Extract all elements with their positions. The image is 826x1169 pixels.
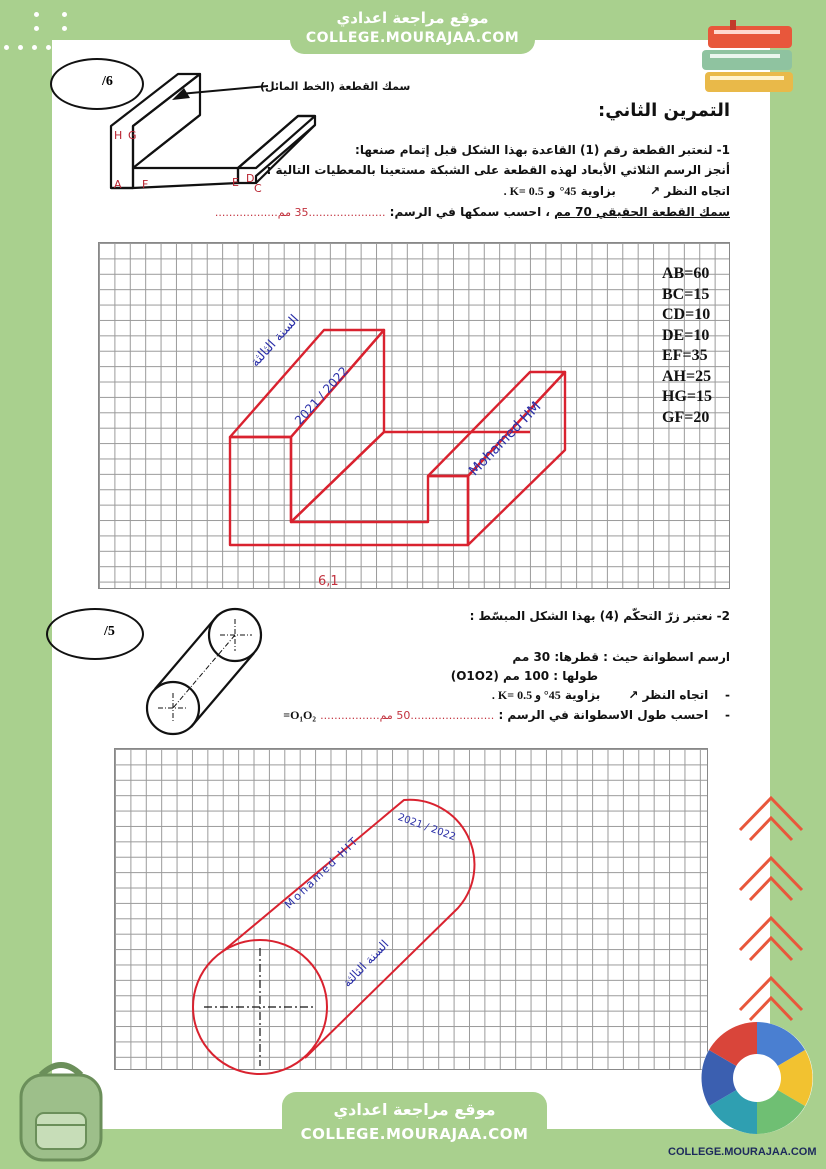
real-thickness: سمك القطعة الحقيقي 70 مم [554, 205, 730, 219]
bullet-dash: - [712, 688, 730, 702]
dimension-item: AB=60 [662, 265, 710, 282]
part2-line3: طولها : 100 مم (O1O2) [450, 669, 598, 683]
logo-caption: COLLEGE.MOURAJAA.COM [668, 1146, 817, 1158]
books-icon [700, 14, 800, 104]
view-direction-arrow-icon: ↗ [628, 688, 639, 702]
thickness-label: سمك القطعة (الخط المائل) [260, 80, 411, 93]
part2-handwritten-year-label: السنة الثالثة [340, 937, 392, 990]
reference-cylinder-drawing [140, 605, 270, 745]
dimension-item: EF=35 [662, 347, 708, 364]
part2-line1: 2- نعتبر زرّ التحكّم (4) بهذا الشكل المبسّط : [469, 609, 730, 623]
part2-dotted-answer: ........................50 مم................. [320, 709, 495, 722]
corner-label-d: D [246, 172, 255, 185]
o1o2-label: O₁O₂= [283, 708, 316, 722]
corner-label-c: C [254, 182, 262, 195]
corner-label-e: E [232, 176, 239, 189]
bullet-dash: - [712, 708, 730, 722]
corner-label-f: F [142, 178, 149, 191]
direction-text: اتجاه النظر [664, 184, 730, 198]
angle-text: بزاوية [580, 184, 616, 198]
part2-cylinder-drawing [114, 748, 706, 1068]
part1-isometric-drawing [98, 242, 728, 587]
site-logo-icon [694, 1020, 820, 1140]
top-banner [290, 8, 535, 54]
corner-label-g: G [128, 129, 137, 142]
part1-line1: 1- لنعتبر القطعة رقم (1) القاعدة بهذا الشكل قبل إتمام صنعها: [355, 143, 730, 157]
part2-bullet2-text: احسب طول الاسطوانة في الرسم : [498, 708, 709, 722]
thickness-arrow [170, 78, 270, 108]
corner-label-h: H [114, 129, 123, 142]
part2-bullet2 [283, 708, 730, 723]
part1-thickness-line [215, 205, 730, 219]
part2-line2: ارسم اسطوانة حيث : قطرها: 30 مم [512, 650, 730, 664]
k-value: K= 0.5 . [503, 184, 544, 198]
dimension-item: BC=15 [662, 285, 710, 303]
part1-score: /6 [102, 74, 113, 89]
part2-direction-text: اتجاه النظر [642, 688, 709, 702]
part2-angle-text: بزاوية [564, 688, 601, 702]
compute-text: ، احسب سمكها في الرسم: [389, 205, 550, 219]
bottom-banner [282, 1092, 547, 1158]
footer-site-arabic-name: موقع مراجعة اعدادي [333, 1100, 496, 1119]
angle-value: 45° [559, 184, 577, 198]
site-url[interactable]: COLLEGE.MOURAJAA.COM [305, 30, 520, 46]
part2-bullet1 [492, 688, 730, 703]
part2-angle-values: 45° و K= 0.5 . [491, 688, 561, 702]
site-arabic-name: موقع مراجعة اعدادي [336, 9, 489, 27]
and-text: و [547, 184, 556, 198]
dimension-item: CD=10 [662, 306, 711, 323]
dimensions-list [662, 264, 712, 428]
handwritten-year-label: السنة الثالثة [248, 312, 303, 371]
exercise-title: التمرين الثاني: [598, 100, 730, 121]
handwritten-year: 2021 / 2022 [292, 363, 352, 428]
handwritten-name: Mohamed HM [466, 398, 545, 480]
view-direction-arrow-icon: ↗ [650, 184, 661, 198]
dimension-item: AH=25 [662, 367, 712, 385]
dimension-item: GF=20 [662, 408, 710, 426]
part2-handwritten-year: 2021 / 2022 [396, 812, 457, 844]
part2-score-oval [46, 608, 144, 660]
dimension-item: HG=15 [662, 388, 713, 405]
part1-dotted-answer: ......................35 مم.................. [214, 206, 386, 219]
chevron-up-icon [736, 790, 806, 1050]
corner-label-a: A [114, 178, 122, 191]
part2-handwritten-name: Mohamed HIT [282, 833, 362, 912]
backpack-icon [6, 1055, 116, 1165]
below-drawing-label: 6,1 [318, 574, 339, 589]
part2-score: /5 [104, 624, 115, 639]
part1-line2: أنجز الرسم الثلاثي الأبعاد لهذه القطعة على الشبكة مستعينا بالمعطيات التالية : [266, 163, 730, 177]
footer-site-url[interactable]: COLLEGE.MOURAJAA.COM [300, 1125, 529, 1143]
dimension-item: DE=10 [662, 326, 710, 344]
part1-direction-line [504, 184, 730, 199]
